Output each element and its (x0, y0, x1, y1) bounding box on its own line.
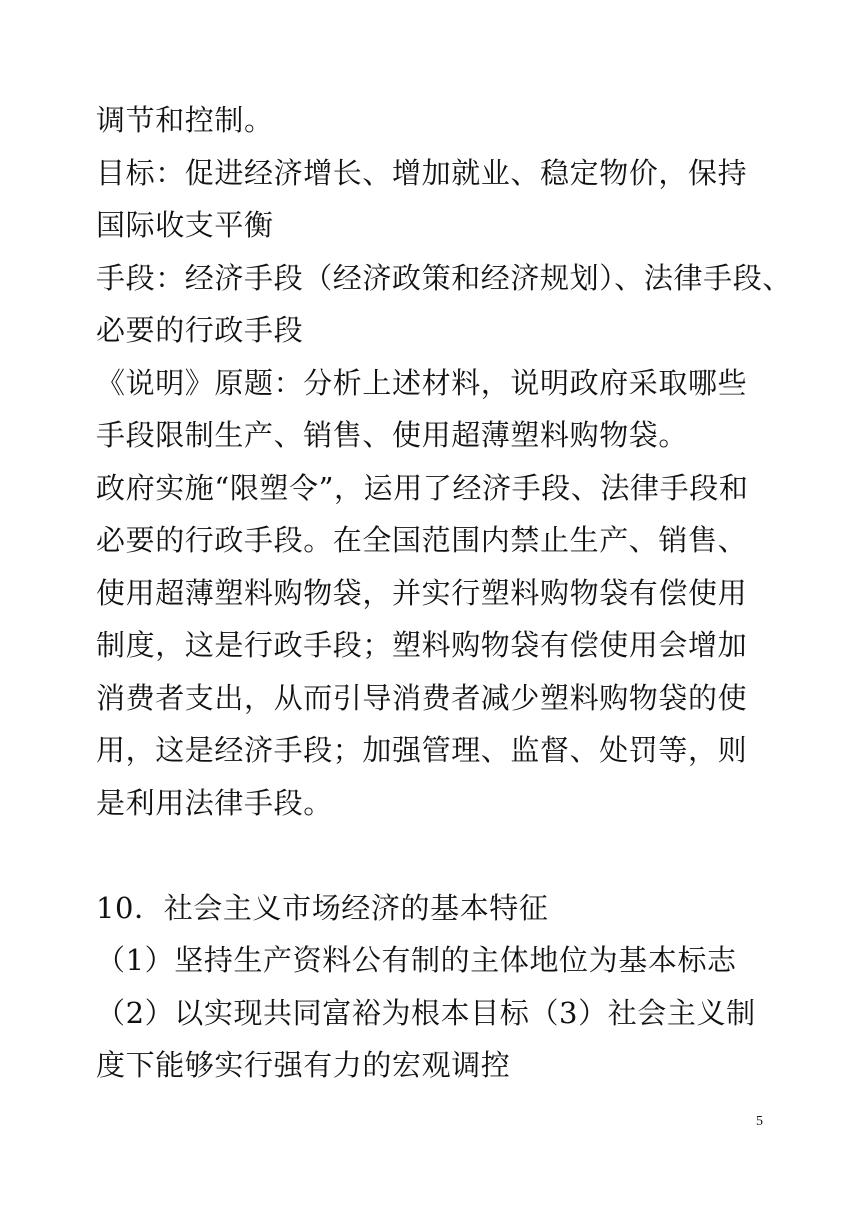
section-heading: 10．社会主义市场经济的基本特征 (96, 890, 549, 925)
page-number: 5 (756, 1114, 763, 1129)
text-line: （2）以实现共同富裕为根本目标（3）社会主义制 (96, 995, 756, 1030)
text-line: 《说明》原题：分析上述材料，说明政府采取哪些 (96, 365, 748, 400)
text-line: 调节和控制。 (96, 103, 274, 137)
blank-line (96, 829, 768, 882)
text-line: 是利用法律手段。 (96, 785, 333, 820)
text-line: 国际收支平衡 (96, 208, 274, 242)
text-line: 度下能够实行强有力的宏观调控 (96, 1048, 511, 1082)
text-line: 目标：促进经济增长、增加就业、稳定物价，保持 (96, 155, 748, 190)
text-line: 必要的行政手段。在全国范围内禁止生产、销售、 (96, 523, 748, 557)
text-line: 用，这是经济手段；加强管理、监督、处罚等，则 (96, 733, 748, 767)
text-line: 使用超薄塑料购物袋，并实行塑料购物袋有偿使用 (96, 575, 748, 610)
text-line: 必要的行政手段 (96, 313, 304, 347)
document-body (96, 94, 792, 1092)
text-line: 政府实施“限塑令”，运用了经济手段、法律手段和 (96, 470, 749, 505)
text-line: 手段限制生产、销售、使用超薄塑料购物袋。 (96, 418, 689, 452)
text-line: 制度，这是行政手段；塑料购物袋有偿使用会增加 (96, 628, 748, 662)
text-line: 手段：经济手段（经济政策和经济规划）、法律手段、 (96, 260, 792, 295)
text-line: 消费者支出，从而引导消费者减少塑料购物袋的使 (96, 680, 748, 715)
text-line: （1）坚持生产资料公有制的主体地位为基本标志 (96, 943, 737, 977)
